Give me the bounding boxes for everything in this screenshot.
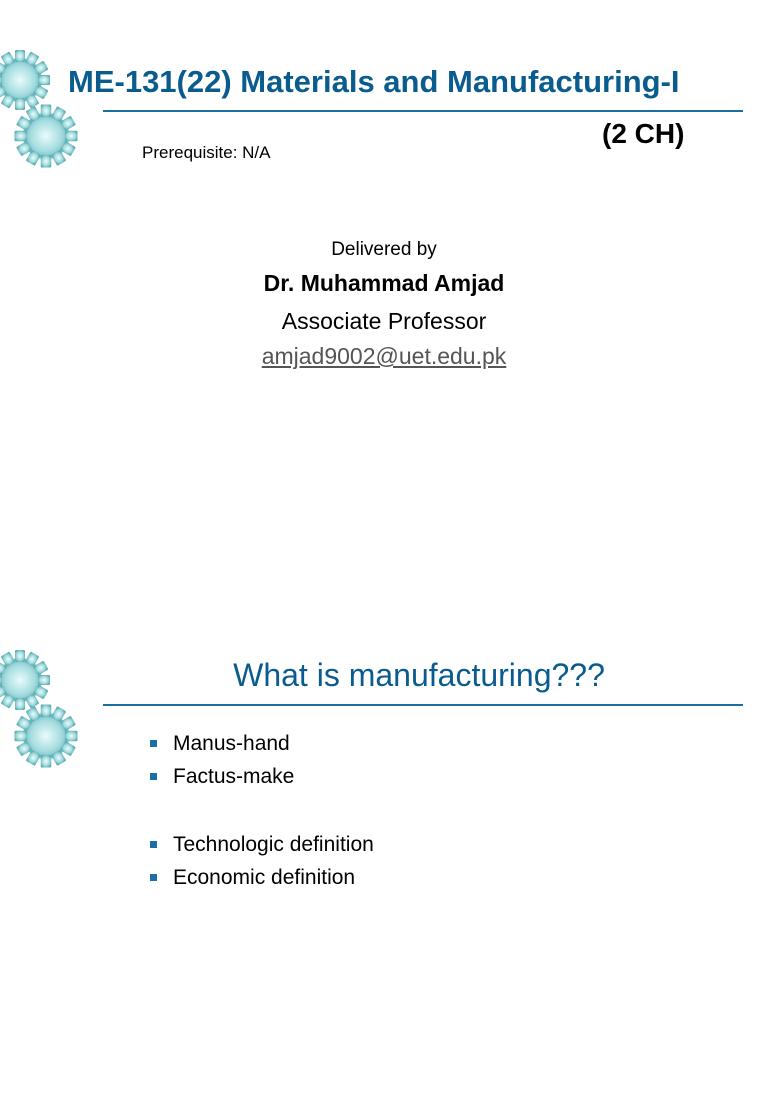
slide-what-is-manufacturing xyxy=(0,600,768,1112)
bullet-square-icon xyxy=(150,841,157,848)
course-title: ME-131(22) Materials and Manufacturing-I xyxy=(68,64,680,99)
delivered-by-label: Delivered by xyxy=(331,239,437,260)
bullet-square-icon xyxy=(150,740,157,747)
list-item: Manus-hand xyxy=(148,730,294,763)
bullet-list-definitions xyxy=(148,831,374,897)
credit-hours: (2 CH) xyxy=(602,118,685,149)
instructor-name: Dr. Muhammad Amjad xyxy=(263,270,505,296)
list-item: Factus-make xyxy=(148,763,294,796)
list-item: Technologic definition xyxy=(148,831,374,864)
slide-heading: What is manufacturing??? xyxy=(233,657,605,693)
list-item: Economic definition xyxy=(148,864,374,897)
title-divider xyxy=(103,704,743,706)
instructor-title: Associate Professor xyxy=(281,308,487,334)
bullet-square-icon xyxy=(150,773,157,780)
instructor-email-link[interactable]: amjad9002@uet.edu.pk xyxy=(261,343,507,369)
email-row xyxy=(0,343,768,370)
prerequisite-text: Prerequisite: N/A xyxy=(142,143,271,162)
title-divider xyxy=(103,110,743,112)
bullet-list-etymology xyxy=(148,730,294,796)
bullet-square-icon xyxy=(150,874,157,881)
slide-title xyxy=(0,0,768,512)
